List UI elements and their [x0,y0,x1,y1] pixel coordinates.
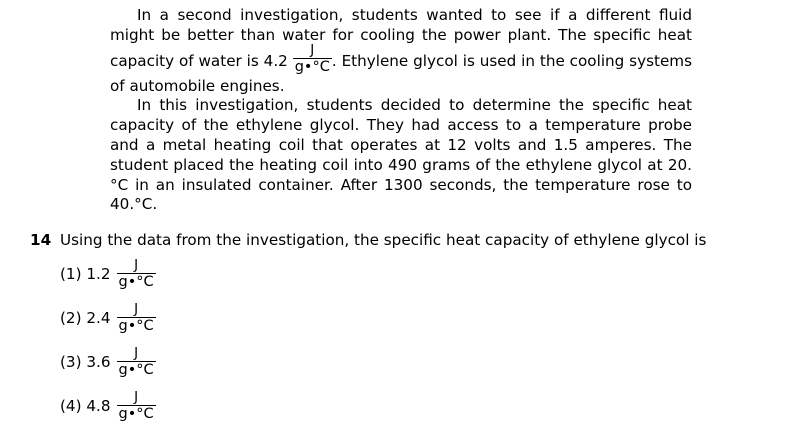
unit-denominator: g•°C [118,406,154,422]
answer-choice-3[interactable] [60,340,156,384]
choice-label: (2) 2.4 [60,309,111,327]
choice-unit [117,256,156,290]
passage-paragraph-1 [110,6,692,96]
choice-unit [117,388,156,422]
water-heat-capacity-unit [293,41,332,76]
question-stem: Using the data from the investigation, the specific heat capacity of ethylene glycol is [60,231,707,249]
passage-paragraph-1-text: In a second investigation, students wanted to see if a different fluid might be better than water for cooling the power plant. The specific heat capacity of water is 4.2 [110,6,692,70]
choice-unit [117,344,156,378]
answer-choice-2[interactable] [60,296,156,340]
unit-denominator: g•°C [118,362,154,378]
passage-paragraph-2: In this investigation, students decided to determine the specific heat capacity of the ethylene glycol. They had access to a temperature probe and a metal heating coil that operates at 12 volts and 1.5 amperes. The student placed the heating coil into 490 grams of the ethylene glycol at 20.°C in an insulated container. After 1300 seconds, the temperature rose to 40.°C. [110,96,692,214]
unit-numerator: J [117,347,156,363]
question-14 [30,230,730,250]
unit-numerator: J [293,44,332,60]
answer-choice-1[interactable] [60,252,156,296]
choice-label: (3) 3.6 [60,353,111,371]
unit-numerator: J [117,303,156,319]
unit-denominator: g•°C [294,59,330,76]
unit-denominator: g•°C [118,318,154,334]
unit-numerator: J [117,259,156,275]
unit-denominator: g•°C [118,274,154,290]
reading-passage [110,6,692,215]
unit-numerator: J [117,391,156,407]
choice-label: (4) 4.8 [60,397,111,415]
question-number: 14 [30,231,52,249]
passage-paragraph-1-text-continued: . Ethylene glycol is used in the cooling systems of automobile engines. [110,51,693,95]
answer-choice-4[interactable] [60,384,156,428]
choice-unit [117,300,156,334]
choice-label: (1) 1.2 [60,265,111,283]
answer-choices [60,252,156,428]
